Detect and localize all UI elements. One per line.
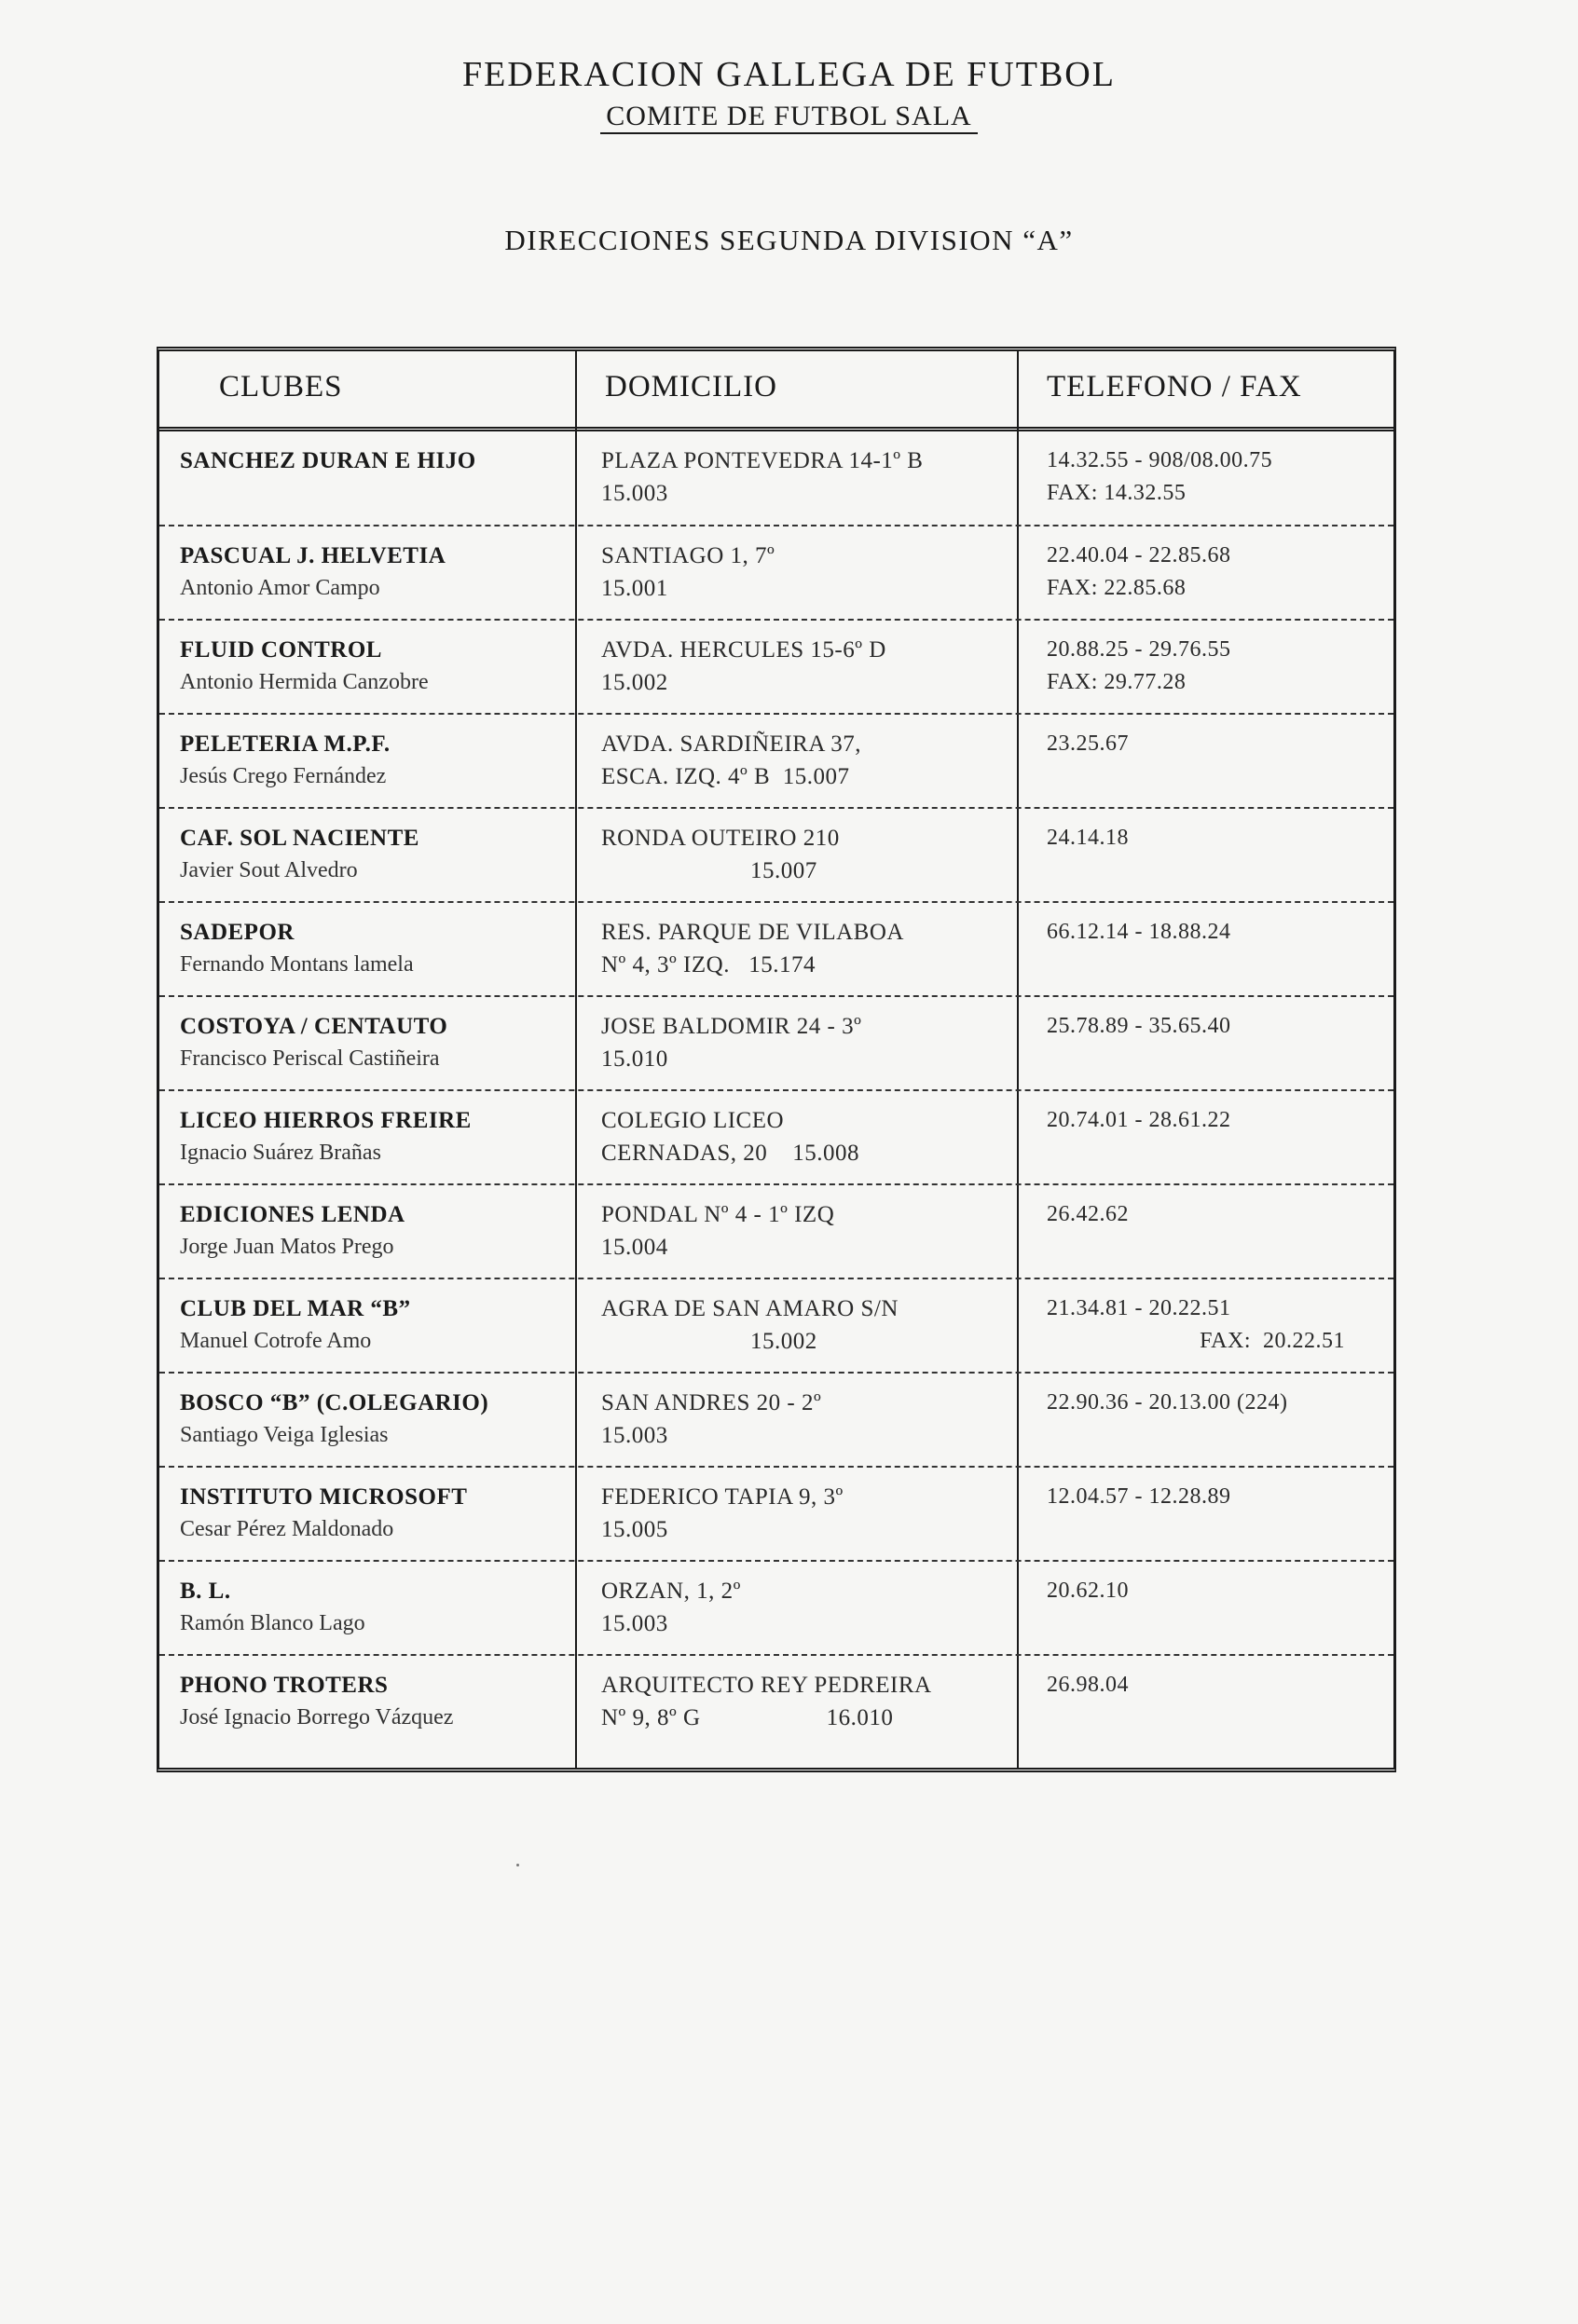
phone-number: 20.62.10 [1047,1579,1129,1603]
club-cell [180,1010,571,1075]
postal-line: 15.002 [750,1329,817,1354]
phone-cell [1047,1198,1382,1231]
club-representative: Antonio Amor Campo [180,576,380,600]
address-line: FEDERICO TAPIA 9, 3º [601,1484,844,1510]
table-row [159,1562,1393,1656]
club-cell [180,1575,571,1640]
phone-number: 12.04.57 - 12.28.89 [1047,1484,1231,1509]
address-line: RES. PARQUE DE VILABOA [601,920,904,945]
club-representative: Javier Sout Alvedro [180,858,358,882]
table-row [159,431,1393,526]
club-cell [180,728,571,793]
address-cell [601,1198,1011,1264]
club-name: B. L. [180,1579,231,1604]
phone-cell [1047,1669,1382,1702]
address-line: ARQUITECTO REY PEDREIRA [601,1673,932,1698]
table-row [159,1185,1393,1279]
fax-number: FAX: 14.32.55 [1047,481,1187,505]
phone-cell [1047,1387,1382,1419]
column-header-clubes: CLUBES [219,370,343,403]
phone-cell [1047,728,1382,760]
club-name: CAF. SOL NACIENTE [180,826,419,851]
postal-line: 15.003 [601,1423,668,1448]
club-cell [180,1387,571,1452]
committee-title [0,101,1578,132]
club-name: SADEPOR [180,920,295,945]
address-line: PLAZA PONTEVEDRA 14-1º B [601,448,924,473]
phone-cell [1047,916,1382,949]
phone-number: 23.25.67 [1047,731,1129,756]
club-name: PHONO TROTERS [180,1673,389,1698]
phone-cell [1047,540,1382,605]
club-name: EDICIONES LENDA [180,1202,405,1227]
club-representative: Fernando Montans lamela [180,952,414,977]
phone-number: 66.12.14 - 18.88.24 [1047,920,1231,944]
postal-line: 15.004 [601,1235,668,1260]
club-name: SANCHEZ DURAN E HIJO [180,448,476,473]
fax-number: FAX: 22.85.68 [1047,576,1187,600]
phone-number: 25.78.89 - 35.65.40 [1047,1014,1231,1038]
phone-number: 21.34.81 - 20.22.51 [1047,1296,1231,1320]
club-cell [180,540,571,605]
club-cell [180,1669,571,1734]
phone-cell [1047,1575,1382,1607]
phone-number: 26.98.04 [1047,1673,1129,1697]
address-line: AGRA DE SAN AMARO S/N [601,1296,899,1321]
club-representative: José Ignacio Borrego Vázquez [180,1705,454,1729]
table-row [159,903,1393,997]
address-cell [601,1669,1011,1734]
club-representative: Manuel Cotrofe Amo [180,1329,372,1353]
phone-cell [1047,634,1382,699]
club-representative: Jesús Crego Fernández [180,764,387,788]
table-row [159,1374,1393,1468]
table-row [159,1091,1393,1185]
phone-cell [1047,1481,1382,1513]
address-cell [601,540,1011,605]
club-cell [180,916,571,981]
scan-speck [516,1864,519,1866]
phone-number: 24.14.18 [1047,826,1129,850]
club-cell [180,1292,571,1358]
postal-line: 15.007 [750,858,817,883]
address-cell [601,1387,1011,1452]
postal-line: 15.001 [601,576,668,601]
club-name: PELETERIA M.P.F. [180,731,391,757]
address-cell [601,444,1011,510]
address-cell [601,1104,1011,1169]
address-line: ORZAN, 1, 2º [601,1579,741,1604]
phone-number: 20.74.01 - 28.61.22 [1047,1108,1231,1132]
club-representative: Ramón Blanco Lago [180,1611,365,1635]
table-header [159,351,1393,431]
federation-title: FEDERACION GALLEGA DE FUTBOL [462,55,1116,94]
club-cell [180,444,571,477]
table-row [159,1279,1393,1374]
postal-line: 15.003 [601,481,668,506]
committee-title-text: COMITE DE FUTBOL SALA [600,101,977,134]
table-row [159,1468,1393,1562]
address-cell [601,1575,1011,1640]
club-cell [180,822,571,887]
document-subtitle: DIRECCIONES SEGUNDA DIVISION “A” [504,224,1074,256]
club-name: BOSCO “B” (C.OLEGARIO) [180,1390,489,1415]
postal-line: 15.010 [601,1046,668,1072]
address-line: AVDA. SARDIÑEIRA 37, [601,731,862,757]
phone-cell [1047,822,1382,854]
table-body [159,431,1393,1750]
club-cell [180,1481,571,1546]
postal-line: ESCA. IZQ. 4º B 15.007 [601,764,850,789]
address-line: SANTIAGO 1, 7º [601,543,775,568]
address-line: AVDA. HERCULES 15-6º D [601,637,886,663]
table-row [159,715,1393,809]
club-cell [180,1104,571,1169]
club-cell [180,1198,571,1264]
postal-line: Nº 4, 3º IZQ. 15.174 [601,952,816,977]
club-name: FLUID CONTROL [180,637,382,663]
table-row [159,621,1393,715]
phone-cell [1047,444,1382,510]
phone-number: 26.42.62 [1047,1202,1129,1226]
table-row [159,526,1393,621]
address-cell [601,1481,1011,1546]
postal-line: 15.002 [601,670,668,695]
postal-line: 15.005 [601,1517,668,1542]
column-header-telefono: TELEFONO / FAX [1047,370,1302,403]
club-name: LICEO HIERROS FREIRE [180,1108,472,1133]
club-representative: Antonio Hermida Canzobre [180,670,429,694]
club-representative: Jorge Juan Matos Prego [180,1235,394,1259]
phone-number: 22.40.04 - 22.85.68 [1047,543,1231,567]
address-line: COLEGIO LICEO [601,1108,785,1133]
postal-line: Nº 9, 8º G 16.010 [601,1705,894,1730]
column-header-domicilio: DOMICILIO [605,370,777,403]
phone-cell [1047,1104,1382,1137]
club-name: INSTITUTO MICROSOFT [180,1484,468,1510]
clubs-address-table [157,347,1396,1772]
club-name: CLUB DEL MAR “B” [180,1296,411,1321]
club-name: PASCUAL J. HELVETIA [180,543,446,568]
table-row [159,1656,1393,1750]
address-cell [601,1010,1011,1075]
table-row [159,997,1393,1091]
phone-cell [1047,1010,1382,1043]
address-cell [601,916,1011,981]
address-cell [601,1292,1011,1358]
phone-number: 20.88.25 - 29.76.55 [1047,637,1231,662]
address-line: JOSE BALDOMIR 24 - 3º [601,1014,862,1039]
phone-cell [1047,1292,1382,1358]
address-line: SAN ANDRES 20 - 2º [601,1390,822,1415]
address-cell [601,822,1011,887]
phone-number: 22.90.36 - 20.13.00 (224) [1047,1390,1288,1415]
postal-line: CERNADAS, 20 15.008 [601,1141,859,1166]
phone-number: 14.32.55 - 908/08.00.75 [1047,448,1273,472]
address-line: RONDA OUTEIRO 210 [601,826,840,851]
club-cell [180,634,571,699]
club-representative: Francisco Periscal Castiñeira [180,1046,440,1071]
postal-line: 15.003 [601,1611,668,1636]
fax-number: FAX: 20.22.51 [1200,1329,1345,1353]
address-line: PONDAL Nº 4 - 1º IZQ [601,1202,835,1227]
address-cell [601,728,1011,793]
address-cell [601,634,1011,699]
club-name: COSTOYA / CENTAUTO [180,1014,448,1039]
table-row [159,809,1393,903]
fax-number: FAX: 29.77.28 [1047,670,1187,694]
club-representative: Santiago Veiga Iglesias [180,1423,389,1447]
club-representative: Cesar Pérez Maldonado [180,1517,394,1541]
club-representative: Ignacio Suárez Brañas [180,1141,381,1165]
